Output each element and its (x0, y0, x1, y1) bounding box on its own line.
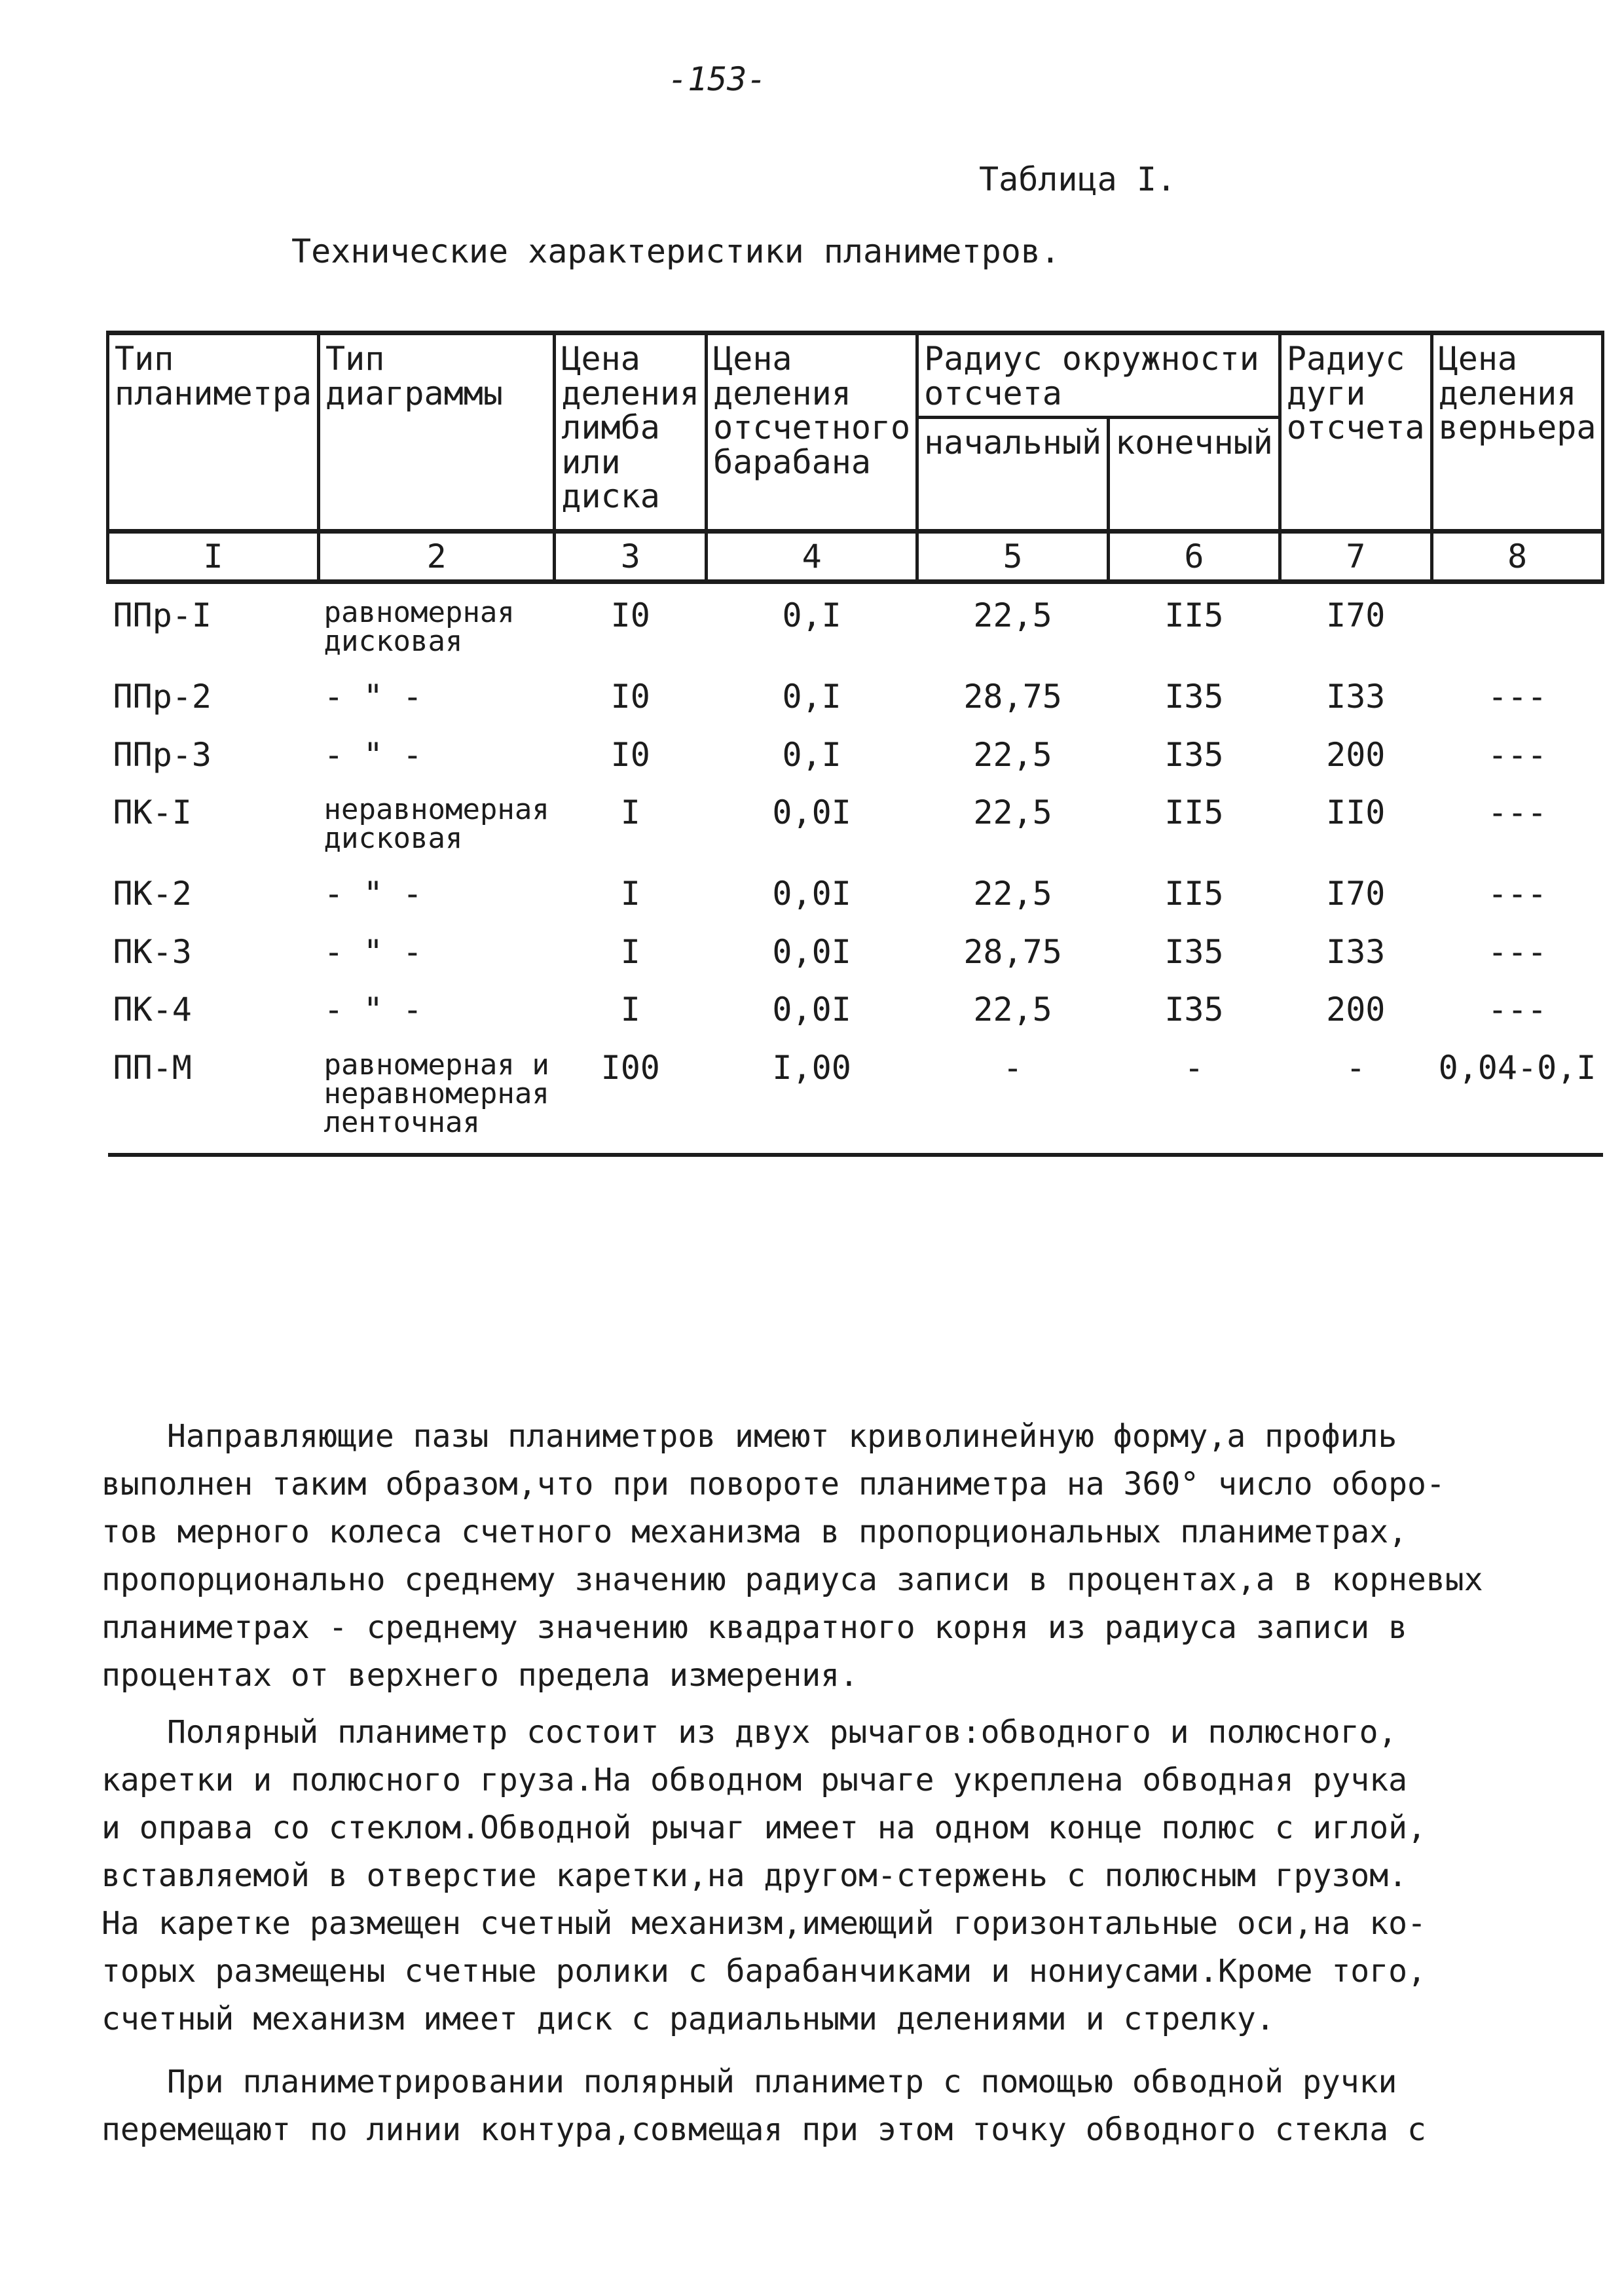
initial-radius-cell: 22,5 (973, 735, 1052, 774)
drum-price-cell: 0,0I (772, 932, 851, 971)
planimeter-type-cell: ППр-3 (113, 735, 212, 774)
final-radius-cell: I35 (1164, 991, 1224, 1029)
drum-price-cell: 0,0I (772, 991, 851, 1029)
arc-radius-cell: I33 (1326, 932, 1386, 971)
text-line: выполнен таким образом,что при повороте планиметра на 360° число оборо- (101, 1466, 1445, 1503)
final-radius-cell: I35 (1164, 678, 1224, 716)
text-line: перемещают по линии контура,совмещая при этом точку обводного стекла с (101, 2111, 1426, 2148)
vernier-price-cell: --- (1487, 991, 1547, 1029)
diagram-type-cell: - " - (323, 932, 423, 971)
header-diagram-type: Тип диаграммы (319, 333, 555, 532)
page-number: -153- (668, 60, 767, 98)
final-radius-cell: I35 (1164, 735, 1224, 774)
text-line: тов мерного колеса счетного механизма в пропорциональных планиметрах, (101, 1514, 1407, 1550)
column-number: 3 (555, 532, 707, 582)
drum-price-cell: 0,0I (772, 875, 851, 913)
initial-radius-cell: 22,5 (973, 875, 1052, 913)
arc-radius-cell: I70 (1326, 875, 1386, 913)
vernier-price-cell (1431, 582, 1603, 666)
planimeter-type-cell: ПК-4 (113, 991, 192, 1029)
table-label: Таблица I. (979, 160, 1177, 198)
column-number: I (108, 532, 319, 582)
initial-radius-cell: 22,5 (973, 596, 1052, 634)
column-number: 8 (1431, 532, 1603, 582)
planimeter-type-cell: ПК-I (113, 793, 192, 831)
table-row (108, 723, 1603, 782)
planimeter-type-cell: ППр-2 (113, 678, 212, 716)
header-reading-arc-radius: Радиус дуги отсчета (1280, 333, 1431, 532)
text-line: планиметрах - среднему значению квадратного корня из радиуса записи в (101, 1609, 1407, 1646)
column-number: 2 (319, 532, 555, 582)
limb-price-cell: I00 (555, 1036, 707, 1155)
arc-radius-cell: 200 (1326, 991, 1386, 1029)
header-limb-division-price: Цена деления лимба или диска (555, 333, 707, 532)
arc-radius-cell: 200 (1326, 735, 1386, 774)
text-line: Полярный планиметр состоит из двух рычагов:обводного и полюсного, (167, 1714, 1397, 1751)
table-row (108, 920, 1603, 979)
initial-radius-cell: 22,5 (973, 991, 1052, 1029)
limb-price-cell: I0 (610, 596, 650, 634)
diagram-type-cell: - " - (323, 735, 423, 774)
text-line: пропорционально среднему значению радиуса записи в процентах,а в корневых (101, 1561, 1483, 1598)
limb-price-cell: I (620, 875, 640, 913)
limb-price-cell: I0 (610, 678, 650, 716)
initial-radius-cell: 22,5 (973, 793, 1052, 831)
vernier-price-cell: --- (1487, 735, 1547, 774)
drum-price-cell: I,00 (707, 1036, 917, 1155)
diagram-type-cell: неравномерная дисковая (323, 793, 549, 855)
diagram-type-cell: равномерная и неравномерная ленточная (319, 1036, 555, 1155)
limb-price-cell: I (620, 932, 640, 971)
header-reading-circle-radius: Радиус окружности отсчета (917, 333, 1280, 418)
vernier-price-cell: --- (1487, 678, 1547, 716)
initial-radius-cell: - (917, 1036, 1109, 1155)
limb-price-cell: I (620, 991, 640, 1029)
vernier-price-cell: --- (1487, 875, 1547, 913)
text-line: и оправа со стеклом.Обводной рычаг имеет на одном конце полюс с иглой, (101, 1810, 1426, 1846)
text-line: При планиметрировании полярный планиметр с помощью обводной ручки (167, 2064, 1397, 2100)
planimeter-type-cell: ПК-3 (113, 932, 192, 971)
final-radius-cell: I35 (1164, 932, 1224, 971)
text-line: вставляемой в отверстие каретки,на другом-стержень с полюсным грузом. (101, 1857, 1407, 1894)
arc-radius-cell: I70 (1326, 596, 1386, 634)
drum-price-cell: 0,I (782, 596, 841, 634)
diagram-type-cell: равномерная дисковая (323, 596, 515, 658)
header-vernier-division-price: Цена деления верньера (1431, 333, 1603, 532)
planimeter-type-cell: ППр-I (113, 596, 212, 634)
vernier-price-cell: 0,04-0,I (1431, 1036, 1603, 1155)
diagram-type-cell: - " - (323, 991, 423, 1029)
limb-price-cell: I0 (610, 735, 650, 774)
table-row (108, 862, 1603, 920)
drum-price-cell: 0,I (782, 678, 841, 716)
final-radius-cell: II5 (1164, 596, 1224, 634)
column-number: 7 (1280, 532, 1431, 582)
vernier-price-cell: --- (1487, 793, 1547, 831)
paragraph-polar-planimeter (101, 1709, 1542, 2043)
text-line: торых размещены счетные ролики с барабанчиками и нониусами.Кроме того, (101, 1953, 1426, 1990)
table-row (108, 1036, 1603, 1155)
text-line: счетный механизм имеет диск с радиальными делениями и стрелку. (101, 2001, 1275, 2037)
paragraph-grooves (101, 1413, 1542, 1700)
diagram-type-cell: - " - (323, 678, 423, 716)
arc-radius-cell: II0 (1326, 793, 1386, 831)
text-line: Направляющие пазы планиметров имеют криволинейную форму,а профиль (167, 1418, 1397, 1455)
text-line: На каретке размещен счетный механизм,имеющий горизонтальные оси,на ко- (101, 1905, 1426, 1942)
column-number: 5 (917, 532, 1109, 582)
text-line: каретки и полюсного груза.На обводном рычаге укреплена обводная ручка (101, 1762, 1407, 1798)
header-planimeter-type: Тип планиметра (108, 333, 319, 532)
paragraph-planimetering (101, 2058, 1542, 2154)
column-number: 6 (1109, 532, 1280, 582)
drum-price-cell: 0,I (782, 735, 841, 774)
table-row (108, 781, 1603, 862)
limb-price-cell: I (620, 793, 640, 831)
header-final-radius: конечный (1109, 418, 1280, 532)
final-radius-cell: II5 (1164, 793, 1224, 831)
final-radius-cell: II5 (1164, 875, 1224, 913)
drum-price-cell: 0,0I (772, 793, 851, 831)
header-drum-division-price: Цена деления отсчетного барабана (707, 333, 917, 532)
vernier-price-cell: --- (1487, 932, 1547, 971)
specifications-table (106, 331, 1604, 1157)
table-row (108, 582, 1603, 666)
column-number: 4 (707, 532, 917, 582)
table-title: Технические характеристики планиметров. (291, 232, 1060, 270)
planimeter-type-cell: ПП-М (108, 1036, 319, 1155)
header-initial-radius: начальный (917, 418, 1109, 532)
planimeter-type-cell: ПК-2 (113, 875, 192, 913)
table-row (108, 978, 1603, 1036)
text-line: процентах от верхнего предела измерения. (101, 1657, 858, 1694)
arc-radius-cell: I33 (1326, 678, 1386, 716)
arc-radius-cell: - (1280, 1036, 1431, 1155)
initial-radius-cell: 28,75 (963, 932, 1062, 971)
final-radius-cell: - (1109, 1036, 1280, 1155)
diagram-type-cell: - " - (323, 875, 423, 913)
initial-radius-cell: 28,75 (963, 678, 1062, 716)
table-row (108, 665, 1603, 723)
